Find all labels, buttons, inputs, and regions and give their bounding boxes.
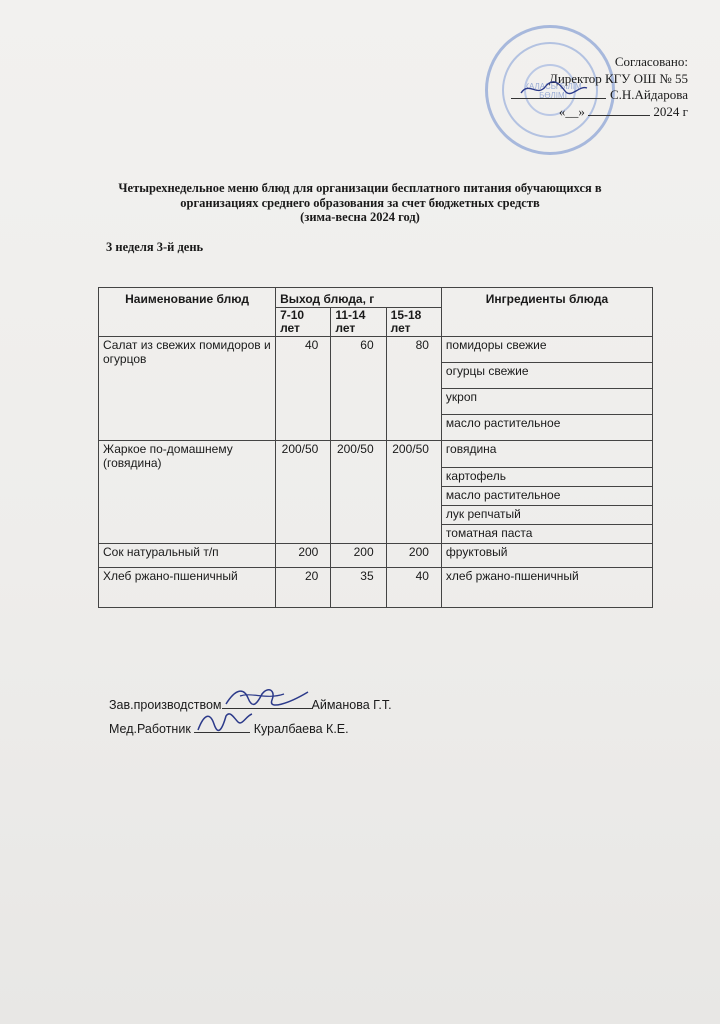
table-row xyxy=(99,337,653,363)
signature-scribble xyxy=(519,79,589,99)
stamp-text: КАЛАСЫ БІЛІМ БӨЛІМІ xyxy=(524,82,582,100)
approval-name-line xyxy=(511,87,688,104)
header-dish-name: Наименование блюд xyxy=(99,288,276,337)
name-production-head: Айманова Г.Т. xyxy=(311,698,392,712)
dish-name: Сок натуральный т/п xyxy=(99,544,276,568)
approval-year: 2024 г xyxy=(653,103,688,119)
dish-name: Салат из свежих помидоров и огурцов xyxy=(99,337,276,441)
signature-scribble xyxy=(194,708,254,734)
signature-line-medical xyxy=(109,717,392,741)
ingredient: хлеб ржано-пшеничный xyxy=(441,568,652,608)
output-11-14: 200/50 xyxy=(331,441,386,544)
header-ingredients: Ингредиенты блюда xyxy=(441,288,652,337)
signatures-block xyxy=(109,693,392,741)
header-age-15-18: 15-18 лет xyxy=(386,308,441,337)
medical-signature xyxy=(194,720,250,733)
ingredient: помидоры свежие xyxy=(441,337,652,363)
title-line-1: Четырехнедельное меню блюд для организации бесплатного питания обучающихся в xyxy=(118,181,602,195)
approval-block xyxy=(511,54,688,120)
table-row xyxy=(99,568,653,608)
document-title xyxy=(90,181,630,225)
header-age-11-14: 11-14 лет xyxy=(331,308,386,337)
output-15-18: 200 xyxy=(386,544,441,568)
ingredient: лук репчатый xyxy=(441,506,652,525)
signature-scribble xyxy=(222,684,312,710)
ingredient: укроп xyxy=(441,389,652,415)
table-row xyxy=(99,441,653,468)
output-11-14: 60 xyxy=(331,337,386,441)
output-11-14: 35 xyxy=(331,568,386,608)
ingredient: говядина xyxy=(441,441,652,468)
title-line-3: (зима-весна 2024 год) xyxy=(300,210,420,224)
output-7-10: 200/50 xyxy=(276,441,331,544)
header-row xyxy=(99,288,653,308)
output-7-10: 20 xyxy=(276,568,331,608)
ingredient: масло растительное xyxy=(441,415,652,441)
ingredient: картофель xyxy=(441,468,652,487)
header-age-7-10: 7-10 лет xyxy=(276,308,331,337)
output-7-10: 200 xyxy=(276,544,331,568)
ingredient: масло растительное xyxy=(441,487,652,506)
approval-position: Директор КГУ ОШ № 55 xyxy=(548,70,688,86)
approval-date-prefix: «__» xyxy=(558,103,585,119)
role-medical-worker: Мед.Работник xyxy=(109,722,191,736)
approval-name: С.Н.Айдарова xyxy=(609,87,688,102)
table-row xyxy=(99,544,653,568)
output-15-18: 80 xyxy=(386,337,441,441)
title-line-2: организациях среднего образования за счет бюджетных средств xyxy=(180,195,540,210)
header-output: Выход блюда, г xyxy=(276,288,442,308)
director-signature xyxy=(511,87,606,99)
date-blank xyxy=(588,115,650,116)
ingredient: фруктовый xyxy=(441,544,652,568)
output-11-14: 200 xyxy=(331,544,386,568)
output-15-18: 40 xyxy=(386,568,441,608)
output-7-10: 40 xyxy=(276,337,331,441)
role-production-head: Зав.производством xyxy=(109,698,222,712)
output-15-18: 200/50 xyxy=(386,441,441,544)
ingredient: огурцы свежие xyxy=(441,363,652,389)
week-day-label: 3 неделя 3-й день xyxy=(106,240,204,254)
approval-date xyxy=(511,104,688,121)
dish-name: Хлеб ржано-пшеничный xyxy=(99,568,276,608)
dish-name: Жаркое по-домашнему (говядина) xyxy=(99,441,276,544)
ingredient: томатная паста xyxy=(441,525,652,544)
menu-table xyxy=(98,287,653,608)
approval-heading: Согласовано: xyxy=(614,54,688,69)
name-medical-worker: Куралбаева К.Е. xyxy=(253,722,349,736)
